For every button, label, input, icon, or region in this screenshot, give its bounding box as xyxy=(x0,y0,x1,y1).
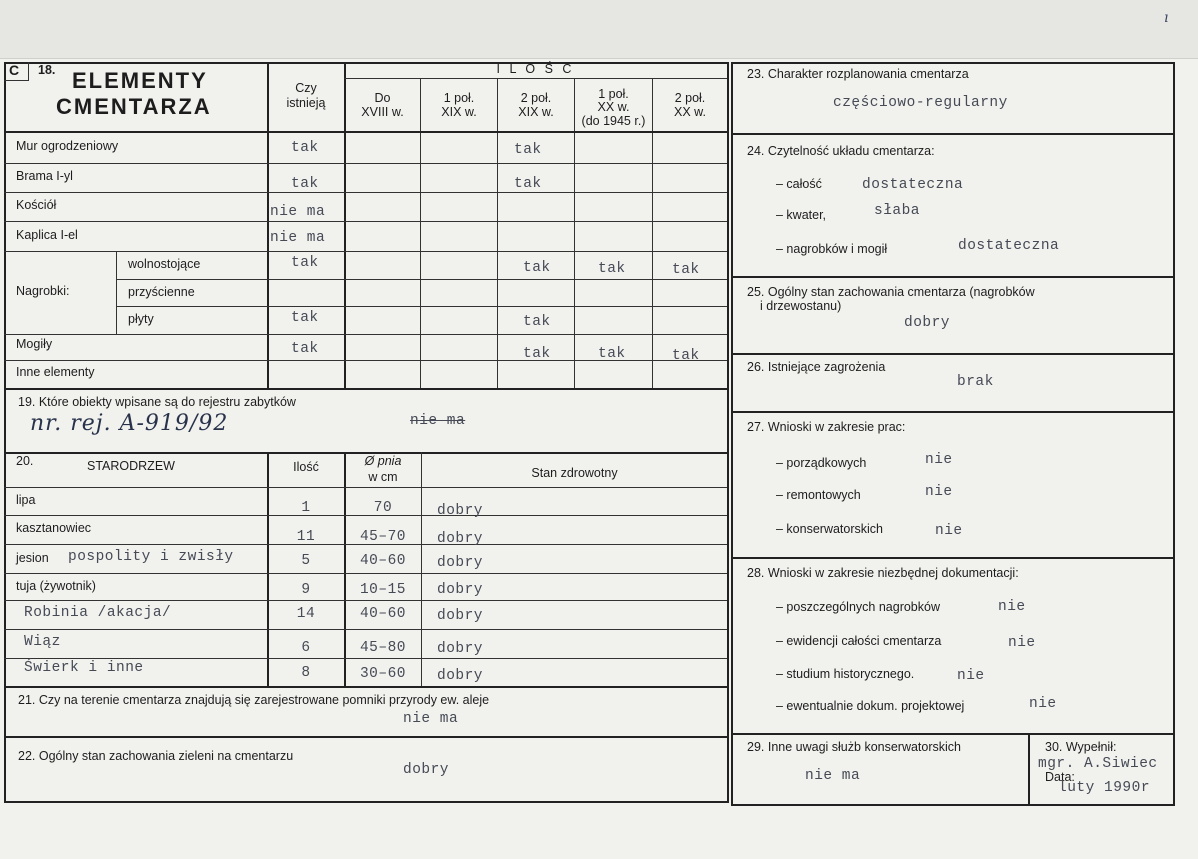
s24-item-1-label: – całość xyxy=(776,177,822,191)
plyty-czy: tak xyxy=(291,310,319,326)
tree-5-state: dobry xyxy=(437,608,484,624)
period-5-l2: XX w. xyxy=(674,105,706,119)
wolno-p3: tak xyxy=(523,260,551,276)
czy-header-1: Czy xyxy=(295,81,317,95)
tree-6-name: Wiąz xyxy=(24,634,61,650)
s27-item-1-value: nie xyxy=(925,452,953,468)
s18-title-1: ELEMENTY xyxy=(72,68,208,93)
frame-mid-right xyxy=(731,62,733,806)
period-1-l2: XVIII w. xyxy=(361,105,404,119)
s28-label: 28. Wnioski w zakresie niezbędnej dokumentacji: xyxy=(747,566,1019,580)
tree-1-state: dobry xyxy=(437,503,484,519)
kaplica-czy: nie ma xyxy=(270,230,326,246)
s21-label: 21. Czy na terenie cmentarza znajdują się zarejestrowane pomniki przyrody ew. aleje xyxy=(18,693,490,707)
row-kosciol-label: Kościół xyxy=(16,198,57,212)
row-plyty-label: płyty xyxy=(128,312,154,326)
s30-label: 30. Wypełnił: xyxy=(1045,740,1117,754)
s25-label-1: 25. Ogólny stan zachowania cmentarza (nagrobków xyxy=(747,285,1035,299)
mogily-p4: tak xyxy=(598,346,626,362)
frame-left xyxy=(4,62,6,802)
frame-top-right xyxy=(731,62,1175,64)
tree-5-count: 14 xyxy=(296,606,316,622)
period-3-l1: 2 poł. xyxy=(520,91,552,105)
tree-4-name: tuja (żywotnik) xyxy=(16,579,96,593)
tree-2-count: 11 xyxy=(296,529,316,545)
tree-7-name: Świerk i inne xyxy=(24,660,144,676)
tree-2-state: dobry xyxy=(437,531,484,547)
s26-value: brak xyxy=(957,374,994,390)
s22-value: dobry xyxy=(403,762,450,778)
tree-3-diam: 40–60 xyxy=(359,553,406,569)
tree-1-name: lipa xyxy=(16,493,36,507)
tree-6-count: 6 xyxy=(301,640,311,656)
tree-5-diam: 40–60 xyxy=(359,606,406,622)
brama-czy: tak xyxy=(291,176,319,192)
tree-4-state: dobry xyxy=(437,582,484,598)
period-5-l1: 2 poł. xyxy=(674,91,706,105)
s20-col-ilosc: Ilość xyxy=(293,460,319,474)
s19-value: nie ma xyxy=(410,413,466,429)
wolno-czy: tak xyxy=(291,255,319,271)
tree-7-count: 8 xyxy=(301,665,311,681)
s27-label: 27. Wnioski w zakresie prac: xyxy=(747,420,906,434)
s29-value: nie ma xyxy=(805,768,861,784)
corner-mark: ı xyxy=(1164,10,1169,26)
s27-item-2-label: – remontowych xyxy=(776,488,861,502)
tree-5-name: Robinia /akacja/ xyxy=(24,605,172,621)
tree-7-diam: 30–60 xyxy=(359,666,406,682)
mogily-czy: tak xyxy=(291,341,319,357)
kosciol-czy: nie ma xyxy=(270,204,326,220)
mur-p3: tak xyxy=(514,142,542,158)
period-1-l1: Do xyxy=(374,91,391,105)
s25-label-2: i drzewostanu) xyxy=(760,299,842,313)
s27-item-3-value: nie xyxy=(935,523,963,539)
period-4-l2: XX w. xyxy=(597,100,630,114)
frame-bottom-right xyxy=(731,804,1175,806)
s30-date: luty 1990r xyxy=(1058,780,1151,796)
s26-label: 26. Istniejące zagrożenia xyxy=(747,360,886,374)
s30-name: mgr. A.Siwiec xyxy=(1038,756,1158,772)
row-inne-label: Inne elementy xyxy=(16,365,95,379)
s23-label: 23. Charakter rozplanowania cmentarza xyxy=(747,67,969,81)
wolno-p5: tak xyxy=(672,262,700,278)
tree-4-count: 9 xyxy=(301,582,311,598)
s28-item-4-label: – ewentualnie dokum. projektowej xyxy=(776,699,965,713)
tree-3-extra: pospolity i zwisły xyxy=(68,549,234,565)
s28-item-3-value: nie xyxy=(957,668,985,684)
period-4-l1: 1 poł. xyxy=(598,87,629,101)
s27-item-2-value: nie xyxy=(925,484,953,500)
s27-item-3-label: – konserwatorskich xyxy=(776,522,883,536)
tree-3-state: dobry xyxy=(437,555,484,571)
s20-title: STARODRZEW xyxy=(87,459,175,473)
tree-3-count: 5 xyxy=(301,553,311,569)
period-2-l1: 1 poł. xyxy=(443,91,475,105)
s28-item-1-label: – poszczególnych nagrobków xyxy=(776,600,940,614)
brama-p3: tak xyxy=(514,176,542,192)
frame-bottom-left xyxy=(4,801,729,803)
row-brama-label: Brama I-yl xyxy=(16,169,73,183)
s20-col-stan: Stan zdrowotny xyxy=(531,466,618,480)
frame-right xyxy=(1173,62,1175,806)
s28-item-2-value: nie xyxy=(1008,635,1036,651)
s24-label: 24. Czytelność układu cmentarza: xyxy=(747,144,935,158)
tree-2-diam: 45–70 xyxy=(359,529,406,545)
s19-label: 19. Które obiekty wpisane są do rejestru zabytków xyxy=(18,395,296,409)
s30-date-label: Data: xyxy=(1045,770,1075,784)
s29-label: 29. Inne uwagi służb konserwatorskich xyxy=(747,740,962,754)
s25-value: dobry xyxy=(904,315,951,331)
s27-item-1-label: – porządkowych xyxy=(776,456,867,470)
tree-6-state: dobry xyxy=(437,641,484,657)
row-mogily-label: Mogiły xyxy=(16,337,53,351)
s28-item-3-label: – studium historycznego. xyxy=(776,667,915,681)
mogily-p3: tak xyxy=(523,346,551,362)
s24-item-2-value: słaba xyxy=(874,203,921,219)
s21-value: nie ma xyxy=(403,711,459,727)
s28-item-4-value: nie xyxy=(1029,696,1057,712)
s24-item-3-label: – nagrobków i mogił xyxy=(776,242,888,256)
card-top-strip xyxy=(0,0,1198,59)
row-kaplica-label: Kaplica I-el xyxy=(16,228,78,242)
mogily-p5: tak xyxy=(672,348,700,364)
period-2-l2: XIX w. xyxy=(441,105,477,119)
s23-value: częściowo-regularny xyxy=(833,95,1008,111)
s28-item-2-label: – ewidencji całości cmentarza xyxy=(776,634,942,648)
s28-item-1-value: nie xyxy=(998,599,1026,615)
s20-col-pien-1: Ø pnia xyxy=(364,454,402,468)
s20-number: 20. xyxy=(16,454,34,468)
s20-col-pien-2: w cm xyxy=(368,470,398,484)
czy-header-2: istnieją xyxy=(286,96,326,110)
tree-6-diam: 45–80 xyxy=(359,640,406,656)
row-wolno-label: wolnostojące xyxy=(128,257,201,271)
tree-1-diam: 70 xyxy=(373,500,393,516)
ilosc-header: I L O Ś C xyxy=(496,62,575,76)
section-mark: C xyxy=(9,62,20,78)
wolno-p4: tak xyxy=(598,261,626,277)
mur-czy: tak xyxy=(291,140,319,156)
s24-item-1-value: dostateczna xyxy=(862,177,964,193)
period-4-l3: (do 1945 r.) xyxy=(581,114,646,128)
tree-4-diam: 10–15 xyxy=(359,582,406,598)
tree-3-name: jesion xyxy=(16,551,49,565)
row-nagrobki-label: Nagrobki: xyxy=(16,284,70,298)
row-mur-label: Mur ogrodzeniowy xyxy=(16,139,119,153)
tree-7-state: dobry xyxy=(437,668,484,684)
row-przys-label: przyścienne xyxy=(128,285,195,299)
s19-register-number: nr. rej. A-919/92 xyxy=(30,411,229,436)
s22-label: 22. Ogólny stan zachowania zieleni na cmentarzu xyxy=(18,749,294,763)
period-3-l2: XIX w. xyxy=(518,105,554,119)
s24-item-2-label: – kwater, xyxy=(776,208,827,222)
frame-mid xyxy=(727,62,729,803)
tree-2-name: kasztanowiec xyxy=(16,521,92,535)
s18-number: 18. xyxy=(38,63,56,77)
s18-title-2: CMENTARZA xyxy=(56,94,212,119)
tree-1-count: 1 xyxy=(301,500,311,516)
plyty-p3: tak xyxy=(523,314,551,330)
s24-item-3-value: dostateczna xyxy=(958,238,1060,254)
